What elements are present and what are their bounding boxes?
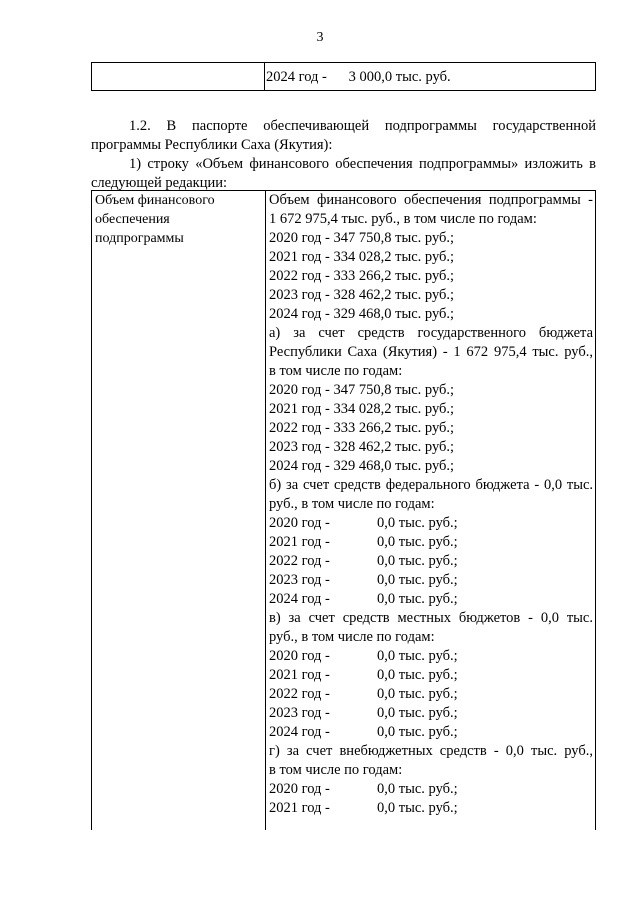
funding-year-row [269, 704, 593, 723]
funding-text-line: руб., в том числе по годам: [269, 496, 435, 512]
funding-text-line: 2024 год - 329 468,0 тыс. руб.; [269, 306, 455, 322]
year-label: 2021 год - [269, 667, 330, 683]
funding-year-row [269, 799, 593, 818]
amount-value: 0,0 тыс. руб.; [377, 591, 458, 607]
left-label-line: обеспечения [95, 212, 170, 227]
funding-text-line: 2021 год - 334 028,2 тыс. руб.; [269, 249, 455, 265]
year-label: 2021 год - [269, 800, 330, 816]
funding-text-line: 2020 год - 347 750,8 тыс. руб.; [269, 230, 455, 246]
funding-text-line: 2022 год - 333 266,2 тыс. руб.; [269, 268, 455, 284]
paragraph-1-2: 1.2. В паспорте обеспечивающей подпрограммы государственной программы Республики Саха (Якутия): [91, 118, 596, 153]
funding-text-line: 1 672 975,4 тыс. руб., в том числе по годам: [269, 211, 537, 227]
funding-text-line: г) за счет внебюджетных средств - 0,0 тыс. руб., [269, 743, 593, 759]
funding-table [91, 190, 596, 830]
year-label: 2020 год - [269, 515, 330, 531]
funding-year-row [269, 552, 593, 571]
funding-text-line: руб., в том числе по годам: [269, 629, 435, 645]
table-left-cell [95, 191, 260, 248]
funding-text-line: а) за счет средств государственного бюджета [269, 325, 593, 341]
funding-text-line: в) за счет средств местных бюджетов - 0,0 тыс. [269, 610, 593, 626]
funding-text-line: 2020 год - 347 750,8 тыс. руб.; [269, 382, 455, 398]
funding-year-row [269, 780, 593, 799]
paragraph-item-1: 1) строку «Объем финансового обеспечения подпрограммы» изложить в следующей редакции: [91, 156, 596, 191]
amount-value: 0,0 тыс. руб.; [377, 667, 458, 683]
left-label-line: Объем финансового [95, 193, 215, 208]
amount-value: 0,0 тыс. руб.; [377, 800, 458, 816]
funding-year-row [269, 590, 593, 609]
funding-year-row [269, 533, 593, 552]
amount-value: 0,0 тыс. руб.; [377, 515, 458, 531]
table-right-cell [269, 191, 593, 818]
year-label: 2020 год - [269, 781, 330, 797]
year-label: 2021 год - [269, 534, 330, 550]
amount-value: 0,0 тыс. руб.; [377, 724, 458, 740]
funding-year-row [269, 666, 593, 685]
amount-value: 0,0 тыс. руб.; [377, 781, 458, 797]
amount-value: 0,0 тыс. руб.; [377, 705, 458, 721]
continuation-table [91, 62, 596, 91]
amount-value: 0,0 тыс. руб.; [377, 534, 458, 550]
funding-text-line: Объем финансового обеспечения подпрограммы - [269, 192, 593, 208]
table-cell-2024: 2024 год - 3 000,0 тыс. руб. [266, 69, 451, 85]
funding-year-row [269, 685, 593, 704]
amount-value: 0,0 тыс. руб.; [377, 572, 458, 588]
year-label: 2023 год - [269, 705, 330, 721]
year-label: 2023 год - [269, 572, 330, 588]
funding-text-line: 2022 год - 333 266,2 тыс. руб.; [269, 420, 455, 436]
year-label: 2024 год - [269, 724, 330, 740]
funding-year-row [269, 723, 593, 742]
year-label: 2024 год - [269, 591, 330, 607]
year-label: 2022 год - [269, 553, 330, 569]
amount-value: 0,0 тыс. руб.; [377, 553, 458, 569]
funding-text-line: б) за счет средств федерального бюджета - 0,0 тыс. [269, 477, 593, 493]
funding-year-row [269, 647, 593, 666]
funding-text-line: 2023 год - 328 462,2 тыс. руб.; [269, 287, 455, 303]
funding-text-line: 2023 год - 328 462,2 тыс. руб.; [269, 439, 455, 455]
page-number: 3 [316, 30, 324, 45]
amount-value: 0,0 тыс. руб.; [377, 648, 458, 664]
year-label: 2022 год - [269, 686, 330, 702]
funding-year-row [269, 571, 593, 590]
table-column-divider [264, 63, 265, 90]
left-label-line: подпрограммы [95, 231, 184, 246]
year-label: 2020 год - [269, 648, 330, 664]
funding-text-line: 2024 год - 329 468,0 тыс. руб.; [269, 458, 455, 474]
amount-value: 0,0 тыс. руб.; [377, 686, 458, 702]
funding-text-line: в том числе по годам: [269, 762, 403, 778]
funding-text-line: в том числе по годам: [269, 363, 403, 379]
funding-text-line: 2021 год - 334 028,2 тыс. руб.; [269, 401, 455, 417]
funding-year-row [269, 514, 593, 533]
table-column-divider [265, 191, 266, 830]
funding-text-line: Республики Саха (Якутия) - 1 672 975,4 тыс. руб., [269, 344, 593, 360]
